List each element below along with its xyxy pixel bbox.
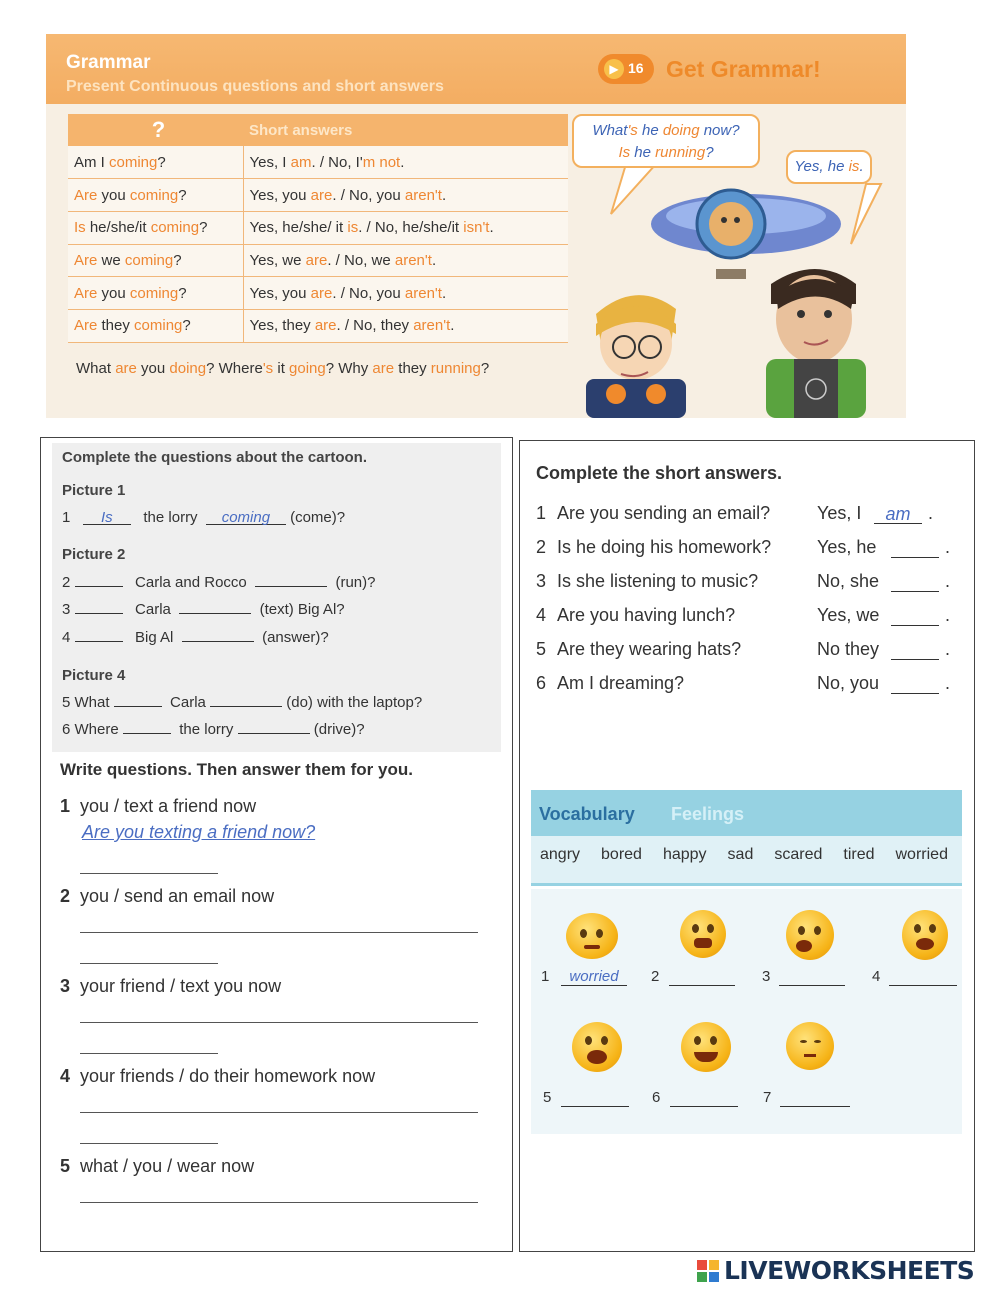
emoji-scared-shaking-icon	[572, 1022, 622, 1072]
vocab-blank-5[interactable]	[561, 1089, 629, 1107]
ex3-item: 5 Are they wearing hats? No they .	[536, 639, 951, 659]
get-grammar-title: Get Grammar!	[666, 56, 821, 82]
grammar-subtitle: Present Continuous questions and short answers	[66, 78, 444, 95]
grammar-table	[68, 114, 568, 343]
ex2-item-2: 2 you / send an email now	[60, 886, 275, 906]
ex1-q6-blank1[interactable]	[123, 720, 171, 734]
ex2-item-1: 1 you / text a friend now	[60, 796, 257, 816]
ex3-answer-start: No, she	[817, 571, 880, 591]
ex2-answer-line-3b[interactable]	[80, 1053, 218, 1054]
ex2-answer-line-4b[interactable]	[80, 1143, 218, 1144]
grammar-answer-cell: Yes, you are. / No, you aren't.	[243, 277, 568, 310]
table-header-question: ?	[68, 114, 243, 146]
ex3-item: 4 Are you having lunch? Yes, we .	[536, 605, 951, 625]
vocab-answers-row2: 5 6 7	[541, 1089, 961, 1111]
vocab-label: Vocabulary	[539, 804, 635, 824]
ex3-answer-blank[interactable]: am	[874, 506, 922, 524]
ex3-answer-blank[interactable]	[891, 574, 939, 592]
ex1-q2-blank1[interactable]	[75, 573, 123, 587]
grammar-question-cell: Are you coming?	[68, 179, 243, 212]
ex2-answer-line-1b[interactable]	[80, 873, 218, 874]
ex3-answer-blank[interactable]	[891, 540, 939, 558]
ex2-item-3: 3 your friend / text you now	[60, 976, 282, 996]
ex1-q1-blank2[interactable]: coming	[206, 511, 286, 525]
ex3-answer-start: Yes, he	[817, 537, 877, 557]
emoji-angry-icon	[680, 910, 726, 958]
ex1-q4: 4 Big Al (answer)?	[62, 629, 329, 646]
grammar-answer-cell: Yes, you are. / No, you aren't.	[243, 179, 568, 212]
emoji-bored-icon	[786, 910, 834, 960]
ex1-q6: 6 Where the lorry (drive)?	[62, 721, 365, 738]
ex3-question: Are they wearing hats?	[557, 639, 742, 659]
grammar-table-row	[68, 277, 568, 310]
vocab-word: sad	[727, 846, 754, 863]
picture4-label: Picture 4	[62, 667, 126, 684]
exercise3-instruction: Complete the short answers.	[536, 463, 783, 483]
ex3-answer-start: Yes, I	[817, 503, 862, 523]
grammar-box	[46, 34, 906, 418]
vocab-word: happy	[662, 846, 707, 863]
vocab-word: worried	[895, 846, 948, 863]
ex3-answer-start: Yes, we	[817, 605, 880, 625]
ex2-answer-line-2a[interactable]	[80, 932, 478, 933]
grammar-table-row	[68, 309, 568, 342]
grammar-table-row	[68, 146, 568, 179]
exercise1-instruction: Complete the questions about the cartoon.	[62, 449, 368, 466]
liveworksheets-logo-icon	[697, 1260, 719, 1282]
ex3-question: Are you having lunch?	[557, 605, 736, 625]
ex1-q4-blank2[interactable]	[182, 628, 254, 642]
emoji-happy-icon	[681, 1022, 731, 1072]
ex1-q1: 1 Is the lorry coming (come)?	[62, 509, 346, 526]
table-header-short-answers: Short answers	[243, 114, 568, 146]
grammar-table-row	[68, 179, 568, 212]
ex1-q5-blank2[interactable]	[210, 693, 282, 707]
vocab-word: tired	[843, 846, 875, 863]
picture1-label: Picture 1	[62, 482, 126, 499]
ex1-q5-blank1[interactable]	[114, 693, 162, 707]
vocab-word: angry	[540, 846, 581, 863]
ex3-question: Is he doing his homework?	[557, 537, 772, 557]
ex1-q3: 3 Carla (text) Big Al?	[62, 601, 345, 618]
ex3-question: Am I dreaming?	[557, 673, 685, 693]
ex1-q2: 2 Carla and Rocco (run)?	[62, 574, 376, 591]
ex1-q1-blank1[interactable]: Is	[83, 511, 131, 525]
ex3-item: 6 Am I dreaming? No, you .	[536, 673, 951, 693]
grammar-answer-cell: Yes, he/she/ it is. / No, he/she/it isn't.	[243, 211, 568, 244]
ex3-item: 1 Are you sending an email? Yes, I am .	[536, 503, 934, 524]
grammar-title: Grammar	[66, 52, 151, 73]
emoji-worried-icon	[566, 913, 618, 959]
emoji-scared-icon	[902, 910, 948, 960]
vocab-blank-6[interactable]	[670, 1089, 738, 1107]
ex2-answer-line-5a[interactable]	[80, 1202, 478, 1203]
vocab-topic: Feelings	[671, 804, 745, 824]
ex3-answer-blank[interactable]	[891, 608, 939, 626]
ex1-q6-blank2[interactable]	[238, 720, 310, 734]
ex3-item: 3 Is she listening to music? No, she .	[536, 571, 951, 591]
ex1-q5: 5 What Carla (do) with the laptop?	[62, 694, 423, 711]
ex2-item-4: 4 your friends / do their homework now	[60, 1066, 376, 1086]
grammar-question-cell: Are you coming?	[68, 277, 243, 310]
vocab-word: scared	[774, 846, 823, 863]
ex3-answer-start: No, you	[817, 673, 880, 693]
ex3-answer-blank[interactable]	[891, 676, 939, 694]
grammar-table-row	[68, 211, 568, 244]
play-icon[interactable]: ▶	[604, 59, 624, 79]
grammar-answer-cell: Yes, I am. / No, I'm not.	[243, 146, 568, 179]
vocab-blank-3[interactable]	[779, 968, 845, 986]
grammar-answer-cell: Yes, they are. / No, they aren't.	[243, 309, 568, 342]
ex2-answer-line-4a[interactable]	[80, 1112, 478, 1113]
ex3-question: Are you sending an email?	[557, 503, 771, 523]
vocab-blank-4[interactable]	[889, 968, 957, 986]
grammar-question-cell: Is he/she/it coming?	[68, 211, 243, 244]
ex1-q4-blank1[interactable]	[75, 628, 123, 642]
grammar-question-cell: Am I coming?	[68, 146, 243, 179]
speech-bubble-answer: Yes, he is.	[786, 150, 872, 184]
vocab-blank-7[interactable]	[780, 1089, 850, 1107]
ex1-q2-blank2[interactable]	[255, 573, 327, 587]
ex3-answer-blank[interactable]	[891, 642, 939, 660]
audio-track-number: 16	[628, 60, 644, 76]
emoji-tired-icon	[786, 1022, 834, 1070]
picture2-label: Picture 2	[62, 546, 126, 563]
ex3-question: Is she listening to music?	[557, 571, 759, 591]
grammar-question-cell: Are we coming?	[68, 244, 243, 277]
grammar-question-cell: Are they coming?	[68, 309, 243, 342]
ex2-answer-line-2b[interactable]	[80, 963, 218, 964]
vocab-word-bank	[531, 836, 962, 886]
ex3-answer-start: No they	[817, 639, 880, 659]
ex2-item-5: 5 what / you / wear now	[60, 1156, 255, 1176]
vocab-blank-1[interactable]: worried	[561, 968, 627, 986]
ex1-q3-blank2[interactable]	[179, 600, 251, 614]
grammar-answer-cell: Yes, we are. / No, we aren't.	[243, 244, 568, 277]
ex3-item: 2 Is he doing his homework? Yes, he .	[536, 537, 951, 557]
vocab-blank-2[interactable]	[669, 968, 735, 986]
ex1-q3-blank1[interactable]	[75, 600, 123, 614]
exercise2-instruction: Write questions. Then answer them for you.	[60, 760, 413, 779]
vocab-word: bored	[601, 846, 642, 863]
ex2-answer-line-3a[interactable]	[80, 1022, 478, 1023]
grammar-table-row	[68, 244, 568, 277]
liveworksheets-logo: LIVEWORKSHEETS	[724, 1256, 975, 1285]
vocab-header	[531, 790, 962, 836]
ex2-example-answer: Are you texting a friend now?	[82, 822, 316, 842]
wh-questions-line: What are you doing? Where's it going? Why are they running?	[76, 360, 490, 377]
speech-bubble-question: What's he doing now? Is he running?	[572, 114, 760, 168]
